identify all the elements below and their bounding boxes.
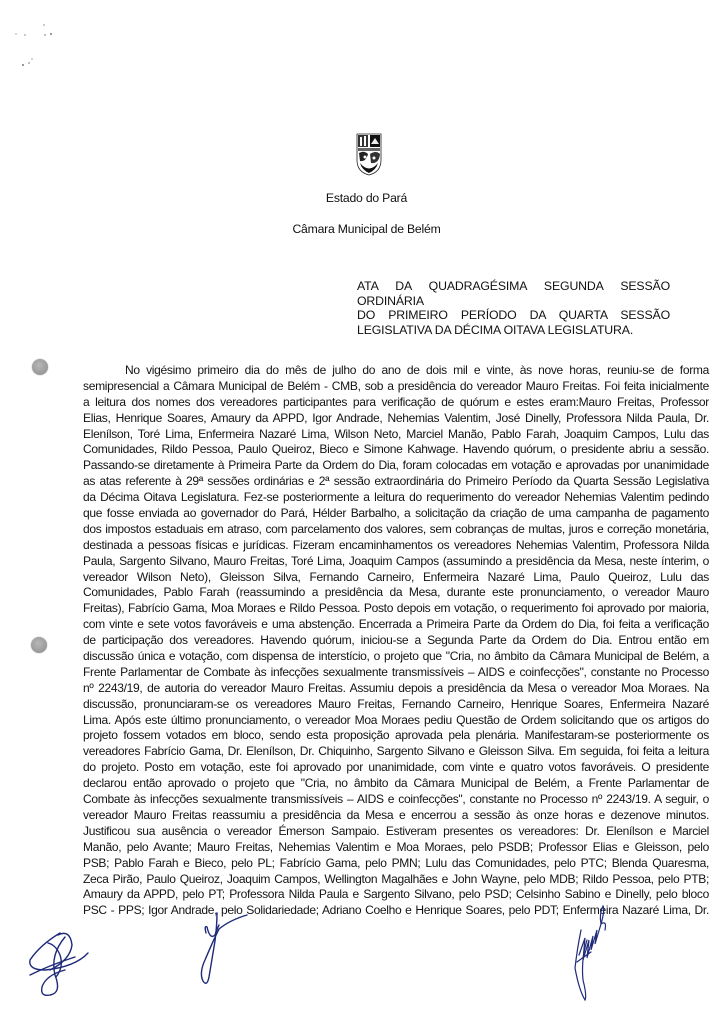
body-line: No vigésimo primeiro dia do mês de julho do ano de dois mil e vinte, às nove horas, reuniu-se de forma <box>125 363 709 377</box>
body-line: destinada a pessoas físicas e jurídicas. Fizeram encaminhamentos os vereadores Nehemias Valentim, Professora Nilda <box>83 537 709 552</box>
body-line: Justificou sua ausência o vereador Émerson Sampaio. Estiveram presentes os vereadores: Dr. Elenílson e Marciel <box>83 823 709 838</box>
body-line: Manão, pelo Avante; Mauro Freitas, Nehemias Valentim e Moa Moraes, pelo PSDB; Professor Elias e Gleisson, pelo <box>83 839 709 854</box>
minutes-body <box>83 363 709 919</box>
body-line: Zeca Pirão, Paulo Queiroz, Joaquim Campos, Wellington Magalhães e John Wayne, pelo MDB; Rildo Pessoa, pelo PTB; <box>83 871 709 886</box>
body-line: de participação dos vereadores. Havendo quórum, iniciou-se a Segunda Parte da Ordem do Dia. Entrou então em <box>83 633 709 648</box>
body-line: dos impostos estaduais em atraso, com parcelamento dos valores, sem cobranças de multas, juros e correção monetária, <box>83 521 710 536</box>
body-line: a leitura dos nomes dos vereadores participantes para verificação de quórum e estes eram:Mauro Freitas, Professor <box>83 394 709 409</box>
body-line: Paula, Sargento Silvano, Mauro Freitas, Toré Lima, Joaquim Campos (assumindo a presidência da Mesa, neste ínterim, o <box>83 553 709 568</box>
signature-right <box>565 900 615 1010</box>
body-line: vereadores Fabrício Gama, Dr. Elenílson, Dr. Chiquinho, Sargento Silvano e Gleisson Silva. Em seguida, foi feita a leitura <box>83 744 709 759</box>
body-line: PSB; Pablo Farah e Bieco, pelo PL; Fabrício Gama, pelo PMN; Lulu das Comunidades, pelo PTC; Blenda Quaresma, <box>83 855 710 870</box>
body-line: projeto fossem votados em bloco, sendo esta proposição aprovada pela plenária. Manifestaram-se posteriormente os <box>83 728 709 743</box>
body-line: Freitas), Fabrício Gama, Moa Moraes e Rildo Pessoa. Posto depois em votação, o requerimento foi aprovado por maioria, <box>83 601 709 616</box>
body-line: Comunidades, Rildo Pessoa, Paulo Queiroz, Bieco e Simone Kahwage. Havendo quórum, o presidente abriu a sessão. <box>83 442 709 457</box>
punch-hole <box>31 637 47 653</box>
body-line: Amaury da APPD, pelo PT; Professora Nilda Paula e Sargento Silvano, pelo PSD; Celsinho Sabino e Dinelly, pelo bloco <box>83 887 709 902</box>
title-line: LEGISLATIVA DA DÉCIMA OITAVA LEGISLATURA. <box>357 322 634 337</box>
body-line: vereador Wilson Neto), Gleisson Silva, Fernando Carneiro, Enfermeira Nazaré Lima, Paulo Queiroz, Lulu das <box>83 569 709 584</box>
signature-center <box>195 905 255 995</box>
body-line: Lima. Após este último pronunciamento, o vereador Moa Moraes pediu Questão de Ordem solicitando que os artigos do <box>83 712 709 727</box>
body-line: discussão, pronunciaram-se os vereadores Mauro Freitas, Fernando Carneiro, Henrique Soares, Enfermeira Nazaré <box>83 696 709 711</box>
state-name: Estado do Pará <box>325 191 408 205</box>
chamber-name: Câmara Municipal de Belém <box>292 222 441 236</box>
body-line: Elenílson, Toré Lima, Enfermeira Nazaré Lima, Wilson Neto, Marciel Manão, Pablo Farah, Joaquim Campos, Lulu das <box>83 426 709 441</box>
body-line: Frente Parlamentar de Combate às infecções sexualmente transmissíveis – AIDS e coinfecções", constante no Processo <box>83 664 709 679</box>
title-line: DO PRIMEIRO PERÍODO DA QUARTA SESSÃO <box>357 308 670 323</box>
body-line: nº 2243/19, de autoria do vereador Mauro Freitas. Assumiu depois a presidência da Mesa o vereador Moa Moraes. Na <box>83 680 709 695</box>
body-line: semipresencial a Câmara Municipal de Belém - CMB, sob a presidência do vereador Mauro Freitas. Foi feita inicialmente <box>83 378 709 393</box>
document-title <box>357 279 670 337</box>
body-line: da Décima Oitava Legislatura. Fez-se posteriormente a leitura do requerimento do vereador Nehemias Valentim pedindo <box>83 490 709 505</box>
body-line: Comunidades, Pablo Farah (reassumindo a presidência da Mesa, durante este pronunciamento, o vereador Mauro <box>83 585 709 600</box>
body-line: discussão única e votação, com dispensa de interstício, o projeto que "Cria, no âmbito da Câmara Municipal de Belém, a <box>83 649 709 664</box>
body-line: as atas referente à 29ª sessões ordinárias e 2ª sessão extraordinária do Primeiro Período da Quarta Sessão Legislativa <box>83 474 709 489</box>
body-line: vereador Mauro Freitas reassumiu a presidência da Mesa e encerrou a sessão às onze horas e dezenove minutos. <box>83 807 709 822</box>
body-line: com vinte e sete votos favoráveis e uma abstenção. Encerrada a Primeira Parte da Ordem do Dia, foi feita a verificação <box>83 617 709 632</box>
punch-hole <box>32 359 48 375</box>
body-line: Passando-se diretamente à Primeira Parte da Ordem do Dia, foram colocadas em votação e aprovadas por unanimidade <box>83 458 709 473</box>
body-line: Elias, Henrique Soares, Amaury da APPD, Igor Andrade, Nehemias Valentim, José Dinelly, Professora Nilda Paula, Dr. <box>83 410 709 425</box>
body-line: do projeto. Posto em votação, este foi aprovado por unanimidade, com vinte e quatro votos favoráveis. O presidente <box>83 760 709 775</box>
body-line: declarou então aprovado o projeto que "Cria, no âmbito da Câmara Municipal de Belém, a Frente Parlamentar de <box>83 776 709 791</box>
body-line: que fosse enviada ao governador do Pará, Hélder Barbalho, a solicitação da criação de uma campanha de pagamento <box>83 506 709 521</box>
body-line: PSC - PPS; Igor Andrade, pelo Solidariedade; Adriano Coelho e Henrique Soares, pelo PDT; Enfermeira Nazaré Lima, Dr. <box>83 903 709 918</box>
body-line: Combate às infecções sexualmente transmissíveis – AIDS e coinfecções", constante no Processo nº 2243/19. A seguir, o <box>83 792 710 807</box>
title-line: ATA DA QUADRAGÉSIMA SEGUNDA SESSÃO ORDINÁRIA <box>357 279 670 308</box>
coat-of-arms-logo <box>356 132 382 176</box>
signature-left <box>20 915 100 1005</box>
